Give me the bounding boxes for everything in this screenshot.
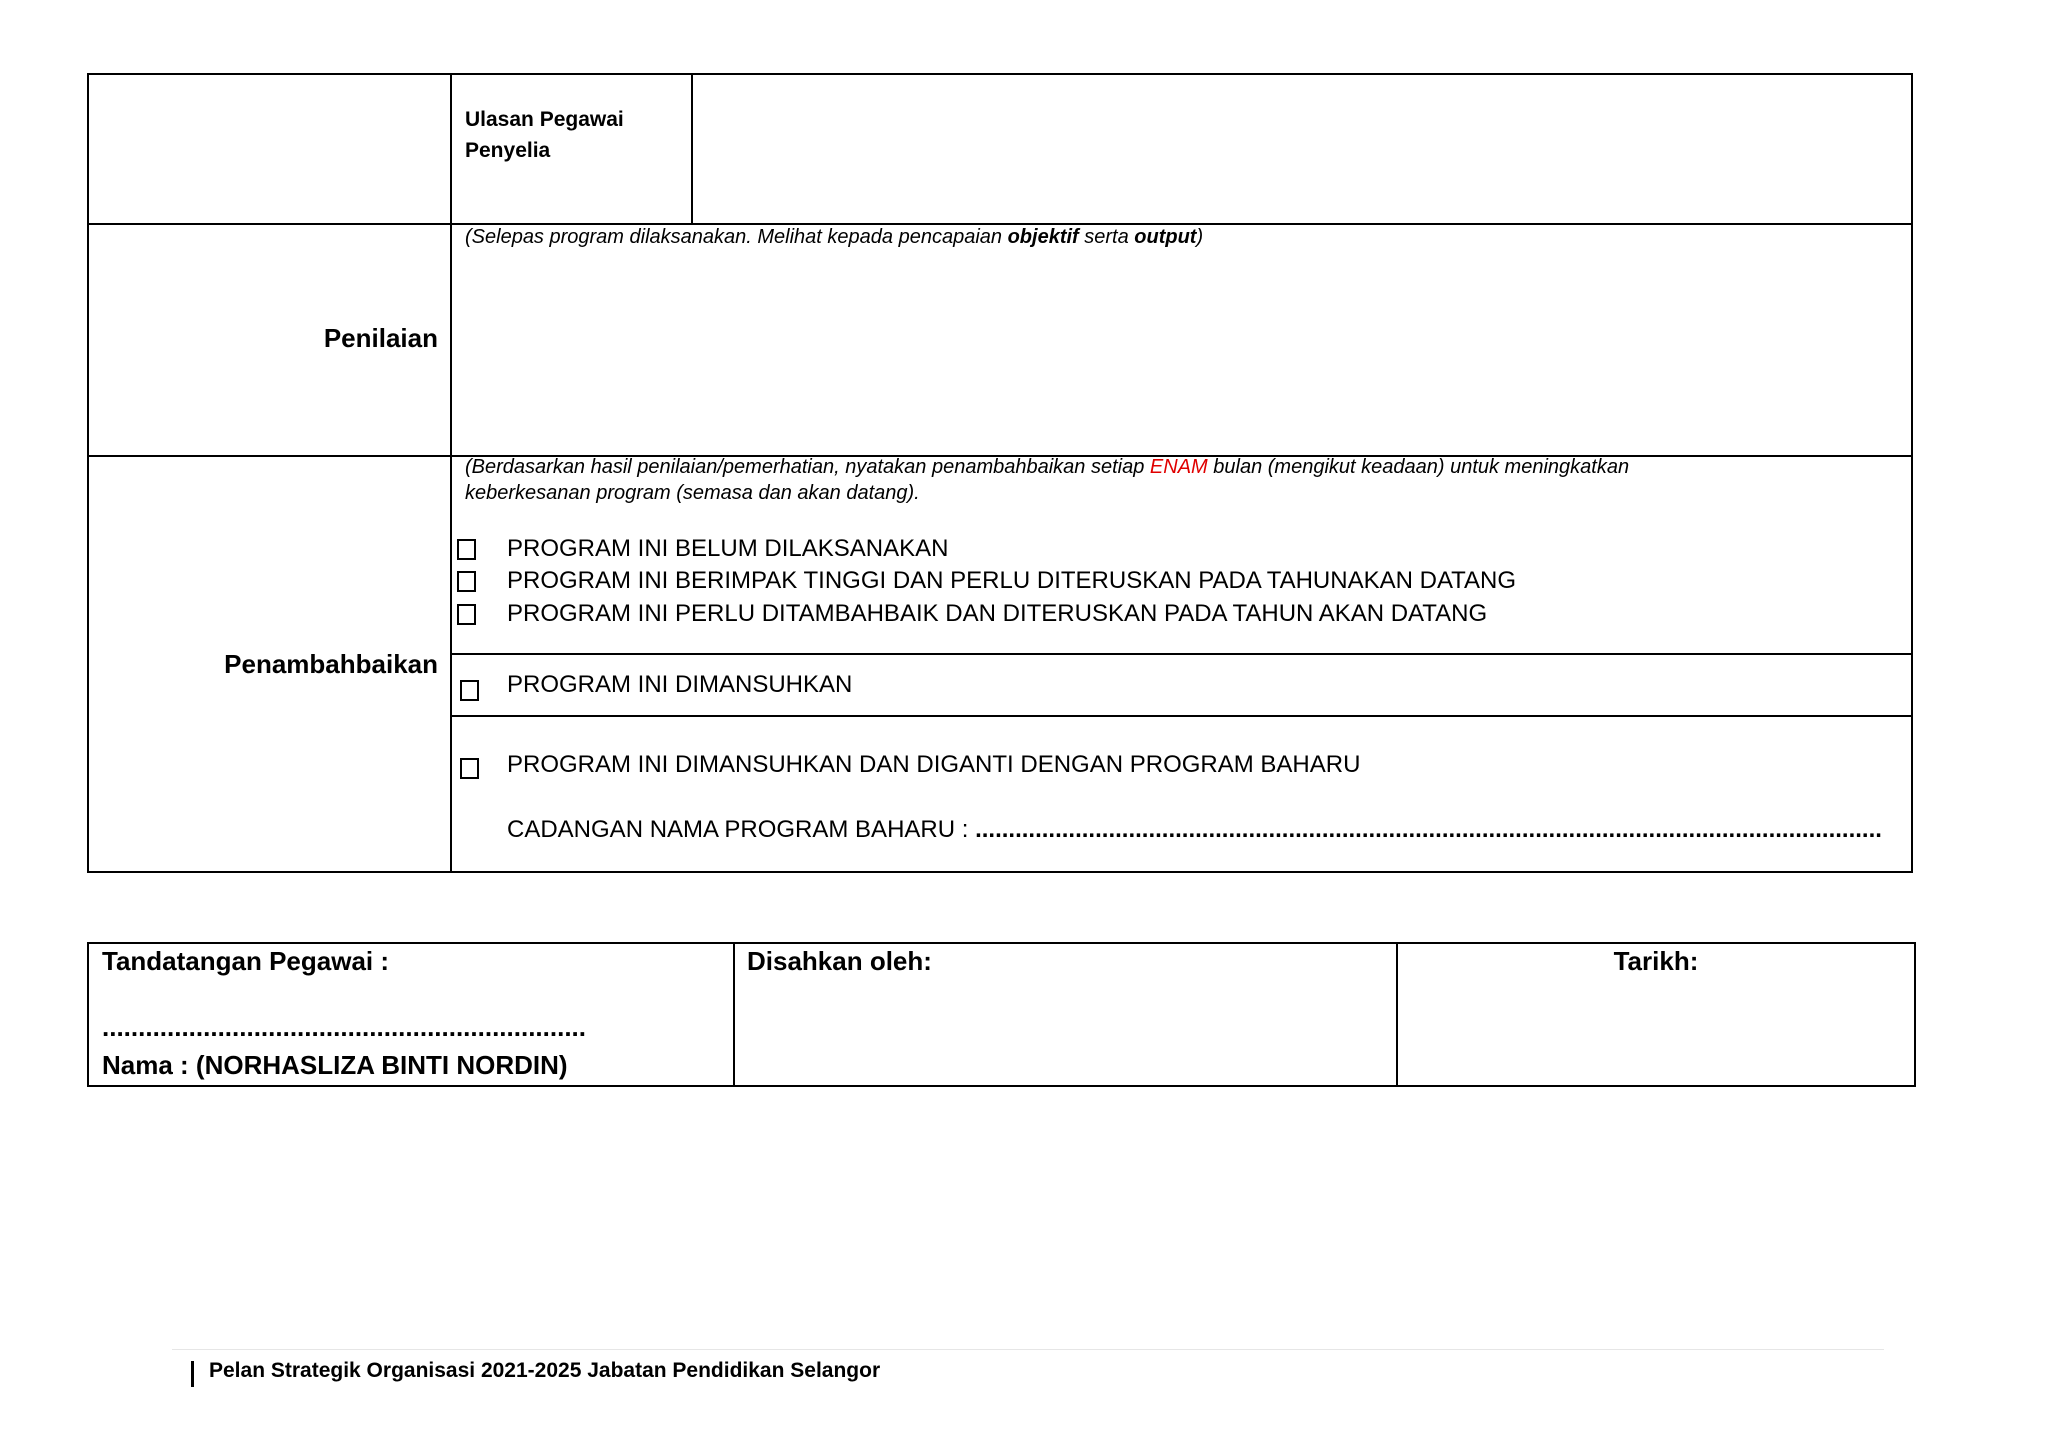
- table-column-divider: [450, 73, 452, 873]
- option-label: PROGRAM INI BELUM DILAKSANAKAN: [507, 535, 949, 562]
- nama-label: Nama : (NORHASLIZA BINTI NORDIN): [102, 1050, 568, 1080]
- disahkan-label: Disahkan oleh:: [747, 946, 932, 976]
- signature-column-divider: [733, 942, 735, 1087]
- cadangan-label: CADANGAN NAMA PROGRAM BAHARU :: [507, 816, 976, 843]
- ulasan-label-line1: Ulasan Pegawai: [465, 108, 624, 131]
- cadangan-dots[interactable]: ........................................................................................................................................: [975, 816, 1882, 843]
- footer-bar: [191, 1361, 194, 1387]
- table-border-left: [87, 73, 89, 873]
- table-border-top: [87, 73, 1913, 75]
- ulasan-label: [465, 104, 624, 166]
- option-checkbox[interactable]: [460, 680, 479, 701]
- cadangan-line: [507, 816, 1882, 844]
- penambahbaikan-note-line1: [465, 454, 1629, 480]
- signature-dots[interactable]: ...................................................................: [102, 1012, 586, 1042]
- penambahbaikan-note-part: (Berdasarkan hasil penilaian/pemerhatian, nyatakan penambahbaikan setiap: [465, 456, 1150, 478]
- footer-text: Pelan Strategik Organisasi 2021-2025 Jabatan Pendidikan Selangor: [209, 1359, 881, 1382]
- option-label: PROGRAM INI PERLU DITAMBAHBAIK DAN DITERUSKAN PADA TAHUN AKAN DATANG: [507, 600, 1488, 627]
- table-column-divider: [691, 73, 693, 224]
- penambahbaikan-note-part: bulan (mengikut keadaan) untuk meningkatkan: [1207, 456, 1630, 478]
- table-border-bottom: [87, 871, 1913, 873]
- ulasan-input-area[interactable]: [695, 77, 1909, 221]
- option-checkbox[interactable]: [460, 758, 479, 779]
- penambahbaikan-label: Penambahbaikan: [224, 649, 438, 679]
- signature-border-bottom: [87, 1085, 1916, 1087]
- penilaian-note-part: (Selepas program dilaksanakan. Melihat kepada pencapaian: [465, 226, 1008, 248]
- tandatangan-label: Tandatangan Pegawai :: [102, 946, 390, 976]
- option-checkbox[interactable]: [457, 604, 476, 625]
- footer-rule: [172, 1349, 1884, 1350]
- ulasan-label-line2: Penyelia: [465, 139, 551, 162]
- penilaian-note-part: serta: [1078, 226, 1135, 248]
- option-checkbox[interactable]: [457, 539, 476, 560]
- penambahbaikan-note-highlight: ENAM: [1149, 456, 1208, 478]
- option-label: PROGRAM INI BERIMPAK TINGGI DAN PERLU DITERUSKAN PADA TAHUNAKAN DATANG: [507, 567, 1517, 594]
- tarikh-label: Tarikh:: [1613, 946, 1699, 976]
- signature-border-top: [87, 942, 1916, 944]
- penilaian-note-bold: output: [1134, 226, 1197, 248]
- table-border-right: [1911, 73, 1913, 873]
- option-label: PROGRAM INI DIMANSUHKAN: [507, 671, 853, 698]
- table-row-divider: [451, 715, 1913, 717]
- signature-border-right: [1914, 942, 1916, 1087]
- option-checkbox[interactable]: [457, 571, 476, 592]
- penilaian-note: [465, 224, 1203, 250]
- penambahbaikan-note: [465, 454, 1629, 506]
- penambahbaikan-note-line2: keberkesanan program (semasa dan akan datang).: [465, 482, 920, 504]
- penilaian-input-area[interactable]: [455, 252, 1909, 452]
- option-label: PROGRAM INI DIMANSUHKAN DAN DIGANTI DENGAN PROGRAM BAHARU: [507, 751, 1361, 778]
- penilaian-label: Penilaian: [323, 323, 438, 353]
- penilaian-note-part: ): [1196, 226, 1204, 248]
- signature-border-left: [87, 942, 89, 1087]
- table-row-divider: [451, 653, 1913, 655]
- penilaian-note-bold: objektif: [1007, 226, 1079, 248]
